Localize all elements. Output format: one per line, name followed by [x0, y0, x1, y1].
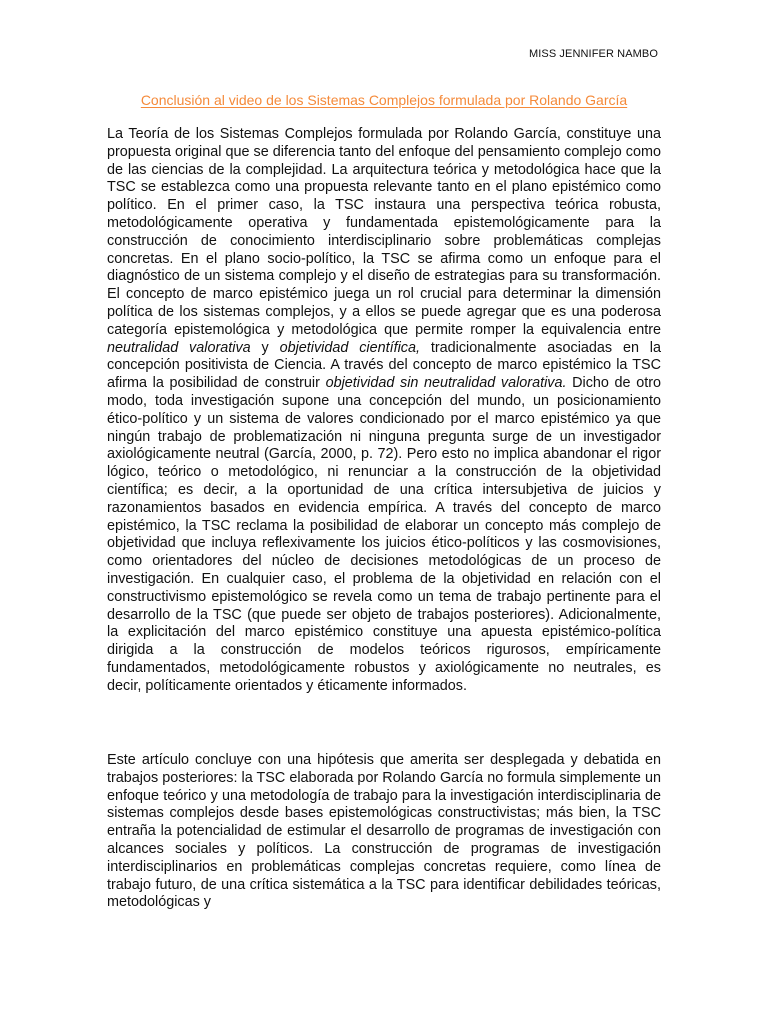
paragraph-1-text: y — [250, 339, 280, 356]
paragraph-1-text: La Teoría de los Sistemas Complejos formulada por Rolando García, constituye una propuesta original que se diferencia tanto del enfoque del pensamiento complejo como de las ciencias de la complejidad. La arquitectura teórica y metodológica hace que la TSC se establezca como una propuesta relevante tanto en el plano epistémico como político. En el primer caso, la TSC instaura una perspectiva teórica robusta, metodológicamente operativa y fundamentada epistemológicamente para la construcción de conocimiento interdisciplinario sobre problemáticas complejas concretas. En el plano socio-político, la TSC se afirma como un enfoque para el diagnóstico de un sistema complejo y el diseño de estrategias para su transformación. El concepto de marco epistémico juega un rol crucial para determinar la dimensión política de los sistemas complejos, y a ellos se puede agregar que es una poderosa categoría epistemológica y metodológica que permite romper la equivalencia entre — [107, 126, 661, 338]
paragraph-1-text: tradicionalmente asociadas en la concepción positivista de Ciencia. A través del concepto de marco epistémico la TSC afirma la posibilidad de construir — [107, 339, 662, 392]
italic-phrase-neutralidad: neutralidad valorativa — [107, 339, 251, 356]
italic-phrase-objetividad-sin-neutralidad: objetividad sin neutralidad valorativa. — [325, 375, 567, 392]
paragraph-1-text: Dicho de otro modo, toda investigación supone una concepción del mundo, un posicionamiento ético-político y un sistema de valores condicionado por el marco epistémico ya que ningún trabajo de problematización ni ninguna pregunta surge de un investigador axiológicamente neutral (García, 2000, p. 72). Pero esto no implica abandonar el rigor lógico, teórico o metodológico, ni renunciar a la construcción de la objetividad científica; es decir, a la oportunidad de una crítica intersubjetiva de juicios y razonamientos basados en evidencia empírica. A través del concepto de marco epistémico, la TSC reclama la posibilidad de elaborar un concepto más complejo de objetividad que incluya reflexivamente los juicios ético-políticos y las cosmovisiones, como orientadores del núcleo de decisiones metodológicas de un proceso de investigación. En cualquier caso, el problema de la objetividad en relación con el constructivismo epistemológico se revela como un tema de trabajo pertinente para el desarrollo de la TSC (que puede ser objeto de trabajos posteriores). Adicionalmente, la explicitación del marco epistémico constituye una apuesta epistémico-política dirigida a la construcción de modelos teóricos rigurosos, empíricamente fundamentados, metodológicamente robustos y axiológicamente no neutrales, es decir, políticamente orientados y éticamente informados. — [107, 375, 661, 694]
body-paragraph-1 — [107, 126, 661, 696]
document-title: Conclusión al video de los Sistemas Complejos formulada por Rolando García — [140, 92, 628, 108]
body-paragraph-2: Este artículo concluye con una hipótesis que amerita ser desplegada y debatida en trabajos posteriores: la TSC elaborada por Rolando García no formula simplemente un enfoque teórico y una metodología de trabajo para la investigación interdisciplinaria de sistemas complejos desde bases epistemológicas constructivistas; más bien, la TSC entraña la potencialidad de estimular el desarrollo de programas de investigación con alcances sociales y políticos. La construcción de programas de investigación interdisciplinarios en problemáticas complejas concretas requiere, como línea de trabajo futuro, de una crítica sistemática a la TSC para identificar debilidades teóricas, metodológicas y — [107, 752, 661, 911]
header-author: MISS JENNIFER NAMBO — [528, 48, 658, 60]
italic-phrase-objetividad: objetividad científica, — [279, 339, 421, 356]
